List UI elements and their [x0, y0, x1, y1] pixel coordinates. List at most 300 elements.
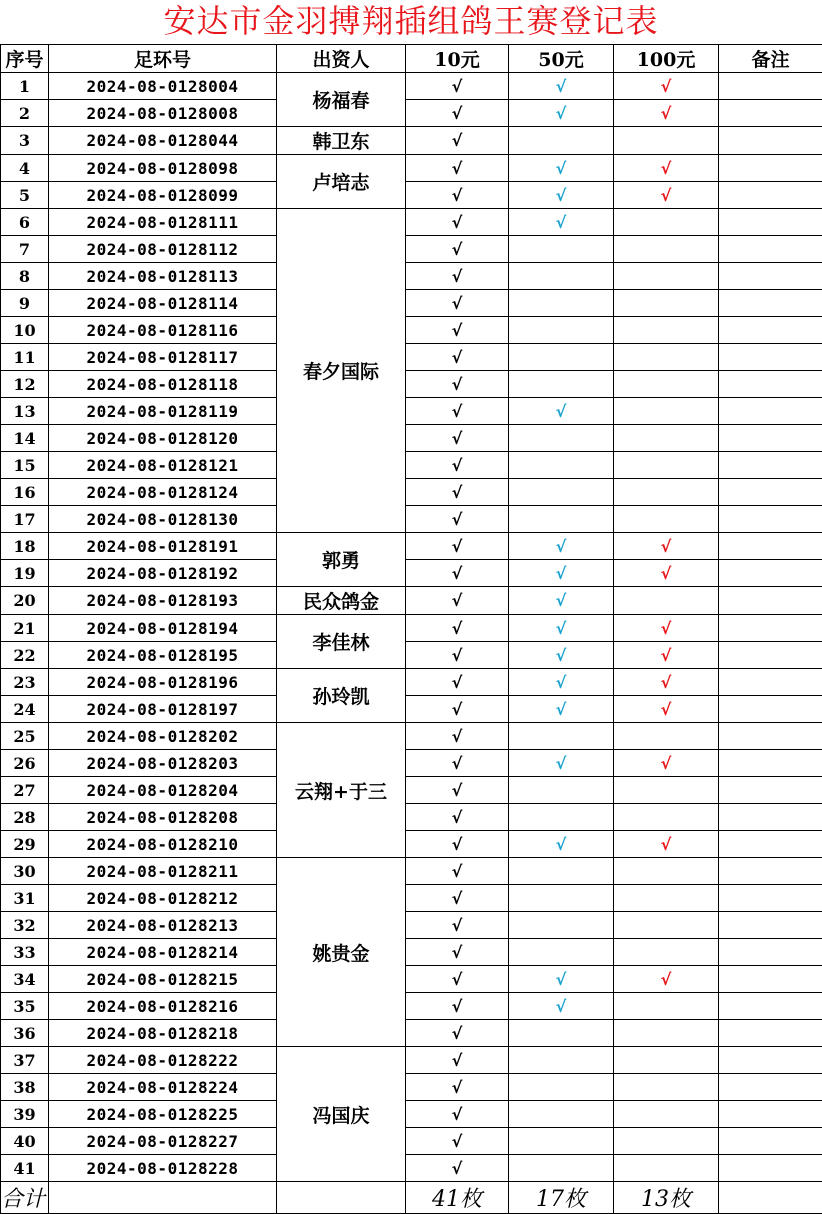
row-index: 2 [1, 100, 49, 127]
check-10-yuan-cell [406, 452, 509, 479]
check-mark-icon: √ [452, 213, 463, 232]
check-100-yuan-cell [614, 777, 719, 804]
check-mark-icon: √ [452, 1078, 463, 1097]
row-index: 41 [1, 1155, 49, 1182]
table-body [1, 73, 822, 1182]
row-index: 25 [1, 723, 49, 750]
check-100-yuan-cell [614, 696, 719, 723]
table-row [1, 777, 822, 804]
check-mark-icon: √ [556, 619, 567, 638]
page-title: 安达市金羽搏翔插组鸽王赛登记表 [0, 0, 822, 42]
total-empty-sponsor [277, 1182, 406, 1214]
remarks-cell [719, 398, 822, 425]
check-100-yuan-cell [614, 425, 719, 452]
total-row [1, 1182, 822, 1214]
header-index: 序号 [1, 45, 49, 73]
ring-number: 2024-08-0128224 [49, 1074, 277, 1101]
table-row [1, 1155, 822, 1182]
ring-number: 2024-08-0128194 [49, 615, 277, 642]
check-mark-icon: √ [452, 862, 463, 881]
sponsor-name: 卢培志 [277, 155, 406, 209]
ring-number: 2024-08-0128099 [49, 182, 277, 209]
check-50-yuan-cell [509, 669, 614, 696]
row-index: 29 [1, 831, 49, 858]
check-10-yuan-cell [406, 127, 509, 155]
check-mark-icon: √ [452, 159, 463, 178]
check-100-yuan-cell [614, 73, 719, 100]
row-index: 13 [1, 398, 49, 425]
check-10-yuan-cell [406, 371, 509, 398]
remarks-cell [719, 317, 822, 344]
check-mark-icon: √ [452, 1024, 463, 1043]
row-index: 21 [1, 615, 49, 642]
check-mark-icon: √ [556, 970, 567, 989]
check-50-yuan-cell [509, 587, 614, 615]
check-100-yuan-cell [614, 182, 719, 209]
table-row [1, 696, 822, 723]
check-50-yuan-cell [509, 209, 614, 236]
remarks-cell [719, 777, 822, 804]
check-mark-icon: √ [556, 835, 567, 854]
check-mark-icon: √ [556, 402, 567, 421]
ring-number: 2024-08-0128196 [49, 669, 277, 696]
table-row [1, 723, 822, 750]
check-mark-icon: √ [452, 186, 463, 205]
row-index: 33 [1, 939, 49, 966]
check-mark-icon: √ [452, 402, 463, 421]
check-100-yuan-cell [614, 290, 719, 317]
registration-table [0, 44, 822, 1214]
row-index: 34 [1, 966, 49, 993]
check-50-yuan-cell [509, 452, 614, 479]
remarks-cell [719, 1047, 822, 1074]
table-row [1, 100, 822, 127]
total-50-yuan: 17枚 [509, 1182, 614, 1214]
row-index: 26 [1, 750, 49, 777]
ring-number: 2024-08-0128215 [49, 966, 277, 993]
table-row [1, 182, 822, 209]
check-100-yuan-cell [614, 1101, 719, 1128]
table-row [1, 615, 822, 642]
remarks-cell [719, 236, 822, 263]
ring-number: 2024-08-0128204 [49, 777, 277, 804]
check-10-yuan-cell [406, 1101, 509, 1128]
check-10-yuan-cell [406, 73, 509, 100]
check-mark-icon: √ [556, 997, 567, 1016]
table-row [1, 993, 822, 1020]
ring-number: 2024-08-0128228 [49, 1155, 277, 1182]
ring-number: 2024-08-0128214 [49, 939, 277, 966]
check-mark-icon: √ [661, 537, 672, 556]
remarks-cell [719, 966, 822, 993]
check-100-yuan-cell [614, 912, 719, 939]
ring-number: 2024-08-0128195 [49, 642, 277, 669]
check-mark-icon: √ [452, 456, 463, 475]
header-row [1, 45, 822, 73]
check-10-yuan-cell [406, 155, 509, 182]
table-row [1, 1020, 822, 1047]
ring-number: 2024-08-0128118 [49, 371, 277, 398]
ring-number: 2024-08-0128098 [49, 155, 277, 182]
check-50-yuan-cell [509, 425, 614, 452]
row-index: 9 [1, 290, 49, 317]
table-row [1, 398, 822, 425]
check-10-yuan-cell [406, 669, 509, 696]
ring-number: 2024-08-0128121 [49, 452, 277, 479]
check-mark-icon: √ [452, 700, 463, 719]
remarks-cell [719, 831, 822, 858]
ring-number: 2024-08-0128208 [49, 804, 277, 831]
row-index: 40 [1, 1128, 49, 1155]
row-index: 3 [1, 127, 49, 155]
check-mark-icon: √ [556, 104, 567, 123]
ring-number: 2024-08-0128192 [49, 560, 277, 587]
row-index: 18 [1, 533, 49, 560]
check-50-yuan-cell [509, 100, 614, 127]
total-10-yuan: 41枚 [406, 1182, 509, 1214]
check-mark-icon: √ [452, 375, 463, 394]
remarks-cell [719, 1020, 822, 1047]
check-10-yuan-cell [406, 587, 509, 615]
check-50-yuan-cell [509, 642, 614, 669]
check-50-yuan-cell [509, 615, 614, 642]
row-index: 12 [1, 371, 49, 398]
check-100-yuan-cell [614, 669, 719, 696]
table-row [1, 506, 822, 533]
total-remarks [719, 1182, 822, 1214]
ring-number: 2024-08-0128211 [49, 858, 277, 885]
check-mark-icon: √ [452, 429, 463, 448]
ring-number: 2024-08-0128044 [49, 127, 277, 155]
row-index: 10 [1, 317, 49, 344]
row-index: 30 [1, 858, 49, 885]
remarks-cell [719, 209, 822, 236]
check-mark-icon: √ [452, 483, 463, 502]
check-10-yuan-cell [406, 831, 509, 858]
check-mark-icon: √ [556, 646, 567, 665]
check-100-yuan-cell [614, 1074, 719, 1101]
ring-number: 2024-08-0128216 [49, 993, 277, 1020]
check-50-yuan-cell [509, 263, 614, 290]
check-10-yuan-cell [406, 804, 509, 831]
ring-number: 2024-08-0128124 [49, 479, 277, 506]
check-10-yuan-cell [406, 993, 509, 1020]
row-index: 15 [1, 452, 49, 479]
check-10-yuan-cell [406, 1074, 509, 1101]
check-100-yuan-cell [614, 127, 719, 155]
table-row [1, 669, 822, 696]
remarks-cell [719, 452, 822, 479]
sponsor-name: 杨福春 [277, 73, 406, 127]
table-row [1, 885, 822, 912]
ring-number: 2024-08-0128008 [49, 100, 277, 127]
check-10-yuan-cell [406, 723, 509, 750]
check-50-yuan-cell [509, 858, 614, 885]
row-index: 28 [1, 804, 49, 831]
ring-number: 2024-08-0128210 [49, 831, 277, 858]
check-10-yuan-cell [406, 1155, 509, 1182]
check-mark-icon: √ [556, 159, 567, 178]
row-index: 1 [1, 73, 49, 100]
row-index: 8 [1, 263, 49, 290]
check-mark-icon: √ [452, 916, 463, 935]
remarks-cell [719, 587, 822, 615]
header-10-yuan: 10元 [406, 45, 509, 73]
check-mark-icon: √ [556, 700, 567, 719]
ring-number: 2024-08-0128119 [49, 398, 277, 425]
check-mark-icon: √ [452, 808, 463, 827]
table-row [1, 1047, 822, 1074]
check-mark-icon: √ [452, 673, 463, 692]
check-50-yuan-cell [509, 831, 614, 858]
check-50-yuan-cell [509, 182, 614, 209]
check-50-yuan-cell [509, 73, 614, 100]
check-100-yuan-cell [614, 398, 719, 425]
check-mark-icon: √ [452, 619, 463, 638]
remarks-cell [719, 100, 822, 127]
check-10-yuan-cell [406, 317, 509, 344]
remarks-cell [719, 885, 822, 912]
check-mark-icon: √ [452, 591, 463, 610]
row-index: 19 [1, 560, 49, 587]
remarks-cell [719, 615, 822, 642]
remarks-cell [719, 560, 822, 587]
ring-number: 2024-08-0128218 [49, 1020, 277, 1047]
table-row [1, 1128, 822, 1155]
row-index: 16 [1, 479, 49, 506]
check-mark-icon: √ [452, 240, 463, 259]
check-10-yuan-cell [406, 479, 509, 506]
sponsor-name: 姚贵金 [277, 858, 406, 1047]
check-10-yuan-cell [406, 506, 509, 533]
remarks-cell [719, 1128, 822, 1155]
check-100-yuan-cell [614, 209, 719, 236]
ring-number: 2024-08-0128112 [49, 236, 277, 263]
remarks-cell [719, 425, 822, 452]
sponsor-name: 郭勇 [277, 533, 406, 587]
check-100-yuan-cell [614, 587, 719, 615]
check-mark-icon: √ [452, 889, 463, 908]
check-100-yuan-cell [614, 804, 719, 831]
check-10-yuan-cell [406, 615, 509, 642]
check-10-yuan-cell [406, 642, 509, 669]
check-mark-icon: √ [556, 673, 567, 692]
remarks-cell [719, 155, 822, 182]
table-row [1, 1074, 822, 1101]
ring-number: 2024-08-0128222 [49, 1047, 277, 1074]
row-index: 24 [1, 696, 49, 723]
ring-number: 2024-08-0128191 [49, 533, 277, 560]
check-mark-icon: √ [661, 673, 672, 692]
check-100-yuan-cell [614, 1155, 719, 1182]
check-10-yuan-cell [406, 236, 509, 263]
table-row [1, 831, 822, 858]
remarks-cell [719, 939, 822, 966]
row-index: 38 [1, 1074, 49, 1101]
check-100-yuan-cell [614, 452, 719, 479]
remarks-cell [719, 912, 822, 939]
check-50-yuan-cell [509, 155, 614, 182]
sponsor-name: 孙玲凯 [277, 669, 406, 723]
check-mark-icon: √ [661, 970, 672, 989]
check-100-yuan-cell [614, 993, 719, 1020]
check-10-yuan-cell [406, 344, 509, 371]
remarks-cell [719, 1101, 822, 1128]
check-mark-icon: √ [452, 267, 463, 286]
check-50-yuan-cell [509, 533, 614, 560]
ring-number: 2024-08-0128203 [49, 750, 277, 777]
check-10-yuan-cell [406, 263, 509, 290]
header-remarks: 备注 [719, 45, 822, 73]
remarks-cell [719, 182, 822, 209]
check-50-yuan-cell [509, 344, 614, 371]
check-mark-icon: √ [452, 1051, 463, 1070]
check-100-yuan-cell [614, 750, 719, 777]
check-50-yuan-cell [509, 696, 614, 723]
check-mark-icon: √ [556, 591, 567, 610]
check-50-yuan-cell [509, 777, 614, 804]
remarks-cell [719, 669, 822, 696]
row-index: 5 [1, 182, 49, 209]
check-50-yuan-cell [509, 1074, 614, 1101]
check-100-yuan-cell [614, 966, 719, 993]
check-50-yuan-cell [509, 1155, 614, 1182]
total-label: 合计 [1, 1182, 49, 1214]
ring-number: 2024-08-0128117 [49, 344, 277, 371]
check-mark-icon: √ [556, 186, 567, 205]
check-10-yuan-cell [406, 425, 509, 452]
check-mark-icon: √ [452, 510, 463, 529]
check-10-yuan-cell [406, 182, 509, 209]
check-mark-icon: √ [452, 564, 463, 583]
check-10-yuan-cell [406, 1020, 509, 1047]
ring-number: 2024-08-0128113 [49, 263, 277, 290]
check-50-yuan-cell [509, 939, 614, 966]
check-mark-icon: √ [661, 77, 672, 96]
check-10-yuan-cell [406, 858, 509, 885]
check-50-yuan-cell [509, 1128, 614, 1155]
header-sponsor: 出资人 [277, 45, 406, 73]
check-10-yuan-cell [406, 209, 509, 236]
remarks-cell [719, 371, 822, 398]
row-index: 20 [1, 587, 49, 615]
check-100-yuan-cell [614, 317, 719, 344]
check-10-yuan-cell [406, 777, 509, 804]
check-mark-icon: √ [452, 1132, 463, 1151]
sponsor-name: 云翔+于三 [277, 723, 406, 858]
remarks-cell [719, 479, 822, 506]
row-index: 17 [1, 506, 49, 533]
table-row [1, 642, 822, 669]
check-mark-icon: √ [452, 727, 463, 746]
remarks-cell [719, 263, 822, 290]
table-row [1, 155, 822, 182]
check-10-yuan-cell [406, 912, 509, 939]
ring-number: 2024-08-0128116 [49, 317, 277, 344]
row-index: 4 [1, 155, 49, 182]
check-10-yuan-cell [406, 750, 509, 777]
table-row [1, 533, 822, 560]
ring-number: 2024-08-0128225 [49, 1101, 277, 1128]
check-50-yuan-cell [509, 506, 614, 533]
row-index: 11 [1, 344, 49, 371]
remarks-cell [719, 290, 822, 317]
check-mark-icon: √ [452, 943, 463, 962]
check-mark-icon: √ [556, 213, 567, 232]
remarks-cell [719, 696, 822, 723]
check-mark-icon: √ [556, 537, 567, 556]
ring-number: 2024-08-0128227 [49, 1128, 277, 1155]
check-mark-icon: √ [556, 754, 567, 773]
check-mark-icon: √ [661, 619, 672, 638]
check-mark-icon: √ [452, 997, 463, 1016]
sponsor-name: 春夕国际 [277, 209, 406, 533]
check-50-yuan-cell [509, 723, 614, 750]
check-mark-icon: √ [452, 131, 463, 150]
check-100-yuan-cell [614, 155, 719, 182]
table-row [1, 1101, 822, 1128]
table-row [1, 371, 822, 398]
check-100-yuan-cell [614, 1047, 719, 1074]
row-index: 7 [1, 236, 49, 263]
row-index: 35 [1, 993, 49, 1020]
check-50-yuan-cell [509, 993, 614, 1020]
table-row [1, 452, 822, 479]
header-ring-number: 足环号 [49, 45, 277, 73]
table-row [1, 263, 822, 290]
check-100-yuan-cell [614, 615, 719, 642]
sponsor-name: 冯国庆 [277, 1047, 406, 1182]
check-50-yuan-cell [509, 317, 614, 344]
table-row [1, 560, 822, 587]
check-10-yuan-cell [406, 290, 509, 317]
check-100-yuan-cell [614, 533, 719, 560]
header-100-yuan: 100元 [614, 45, 719, 73]
sponsor-name: 韩卫东 [277, 127, 406, 155]
row-index: 36 [1, 1020, 49, 1047]
ring-number: 2024-08-0128202 [49, 723, 277, 750]
ring-number: 2024-08-0128111 [49, 209, 277, 236]
check-100-yuan-cell [614, 506, 719, 533]
check-mark-icon: √ [452, 781, 463, 800]
check-10-yuan-cell [406, 100, 509, 127]
check-10-yuan-cell [406, 560, 509, 587]
check-mark-icon: √ [661, 646, 672, 665]
check-50-yuan-cell [509, 479, 614, 506]
check-100-yuan-cell [614, 479, 719, 506]
check-mark-icon: √ [452, 294, 463, 313]
check-100-yuan-cell [614, 642, 719, 669]
ring-number: 2024-08-0128130 [49, 506, 277, 533]
check-10-yuan-cell [406, 398, 509, 425]
check-50-yuan-cell [509, 966, 614, 993]
sponsor-name: 民众鸽金 [277, 587, 406, 615]
check-10-yuan-cell [406, 1047, 509, 1074]
table-row [1, 939, 822, 966]
check-mark-icon: √ [452, 77, 463, 96]
check-mark-icon: √ [452, 348, 463, 367]
check-mark-icon: √ [452, 1105, 463, 1124]
check-100-yuan-cell [614, 723, 719, 750]
check-50-yuan-cell [509, 560, 614, 587]
table-row [1, 479, 822, 506]
remarks-cell [719, 506, 822, 533]
check-50-yuan-cell [509, 236, 614, 263]
remarks-cell [719, 642, 822, 669]
check-10-yuan-cell [406, 696, 509, 723]
check-100-yuan-cell [614, 831, 719, 858]
check-10-yuan-cell [406, 885, 509, 912]
